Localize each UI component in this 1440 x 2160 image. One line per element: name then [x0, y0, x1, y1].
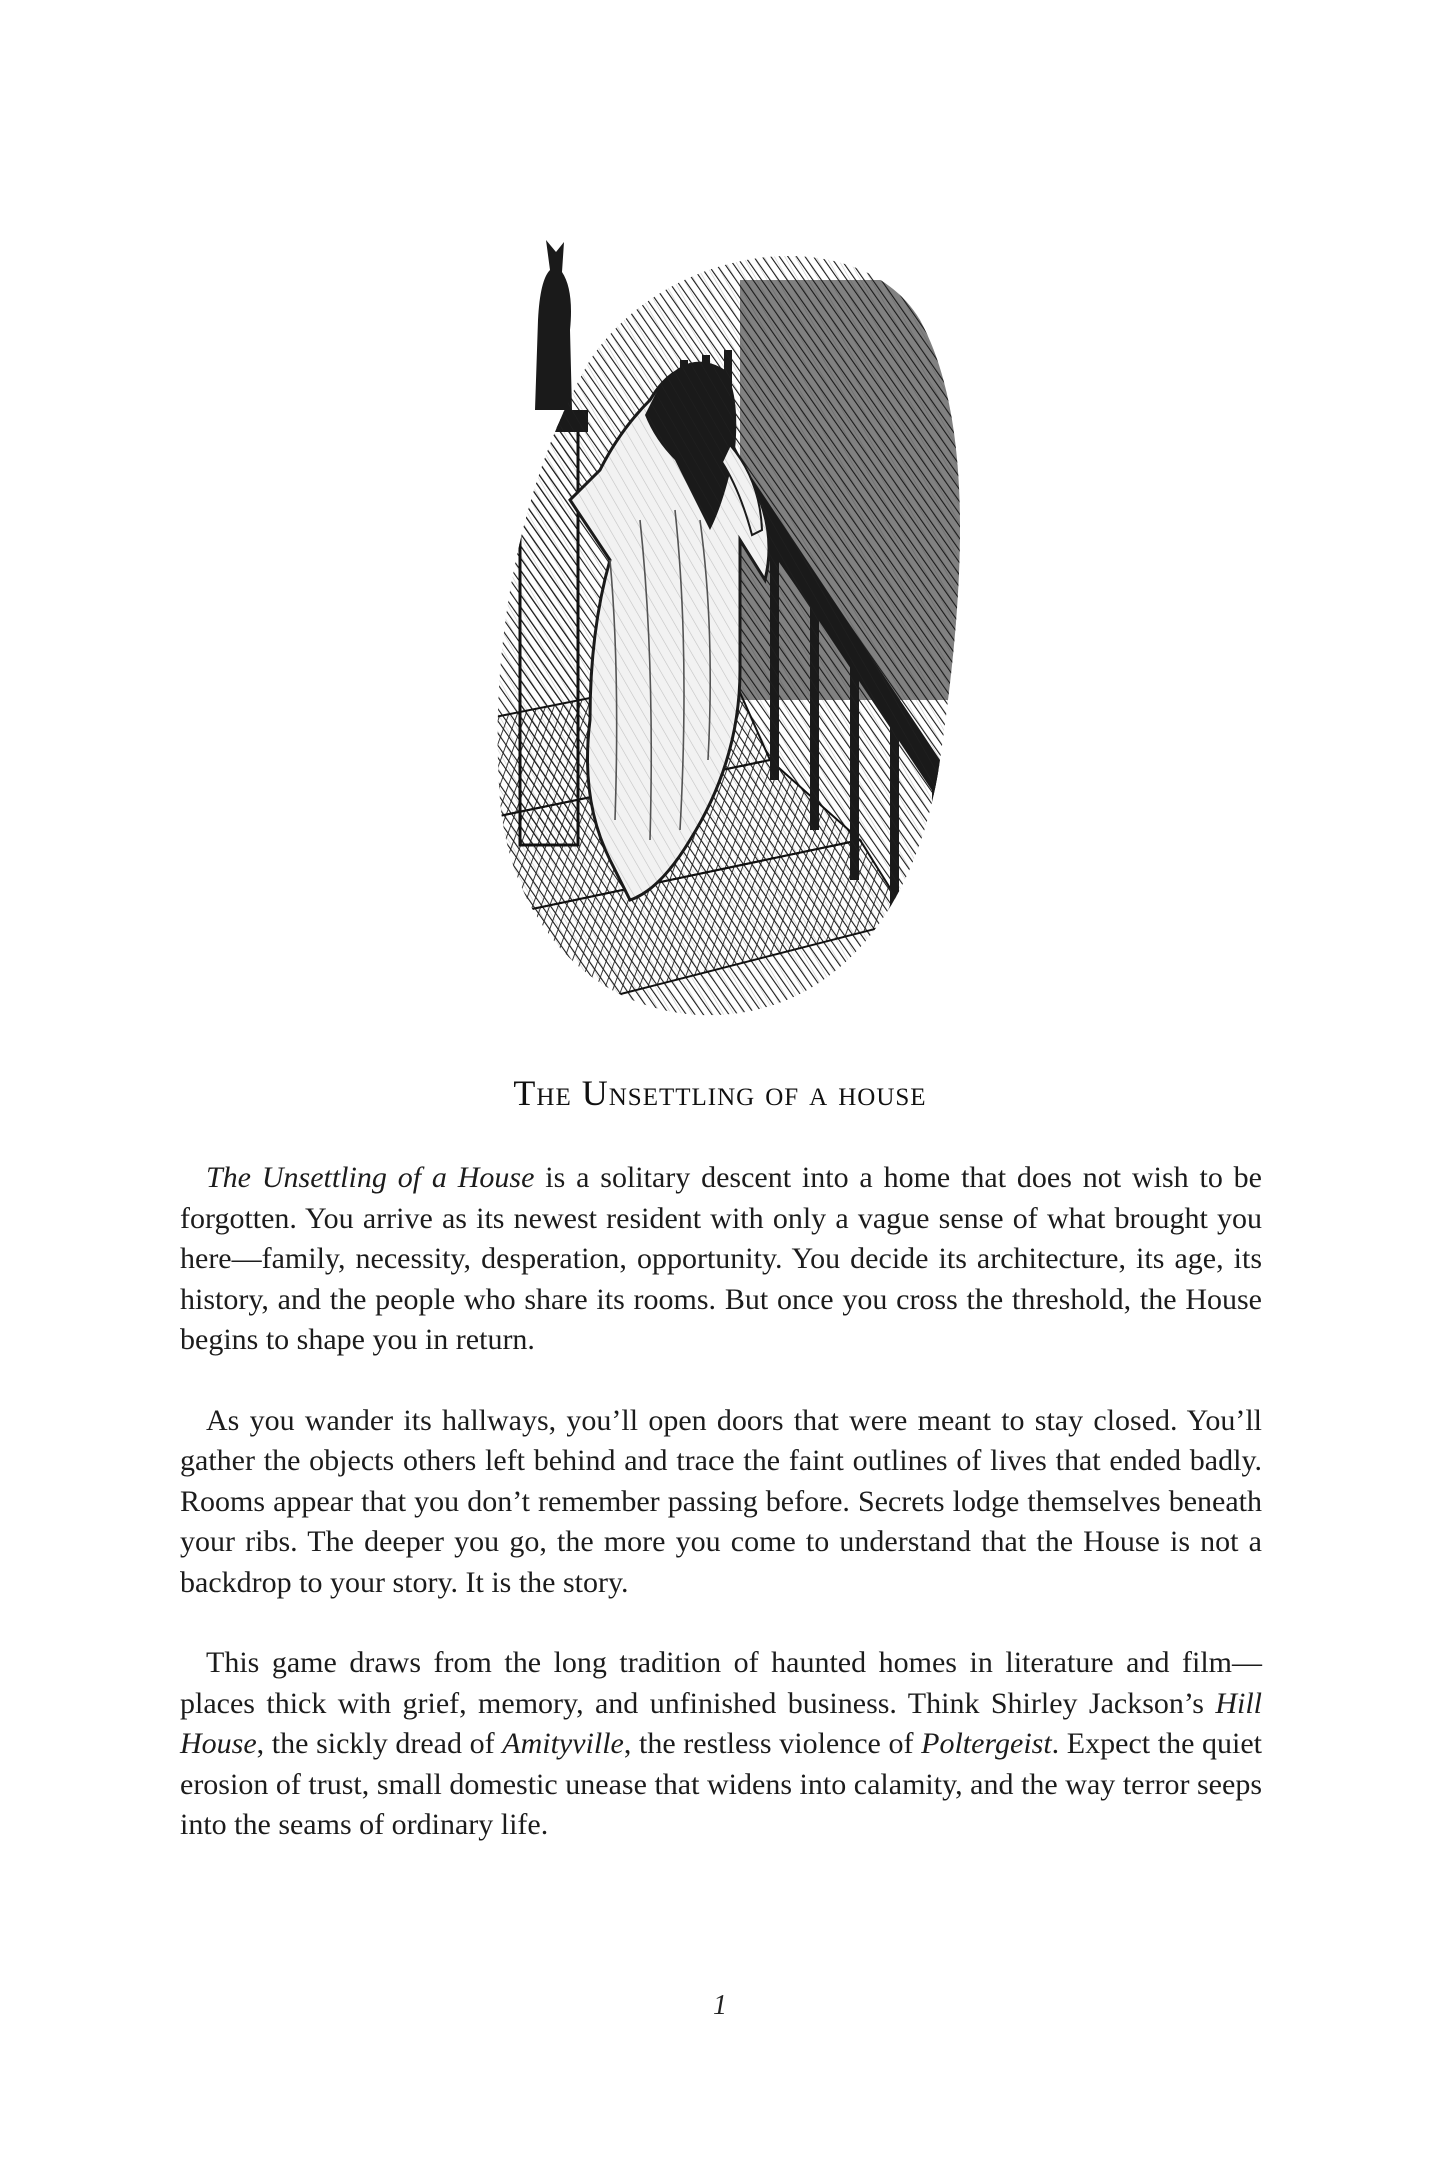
page-number: 1	[713, 1990, 727, 2021]
italic-poltergeist: Poltergeist	[921, 1727, 1052, 1760]
page-title: The Unsettling of a house	[513, 1073, 927, 1113]
paragraph-3-text-c: , the restless violence of	[623, 1727, 922, 1760]
paragraph-1-text: is a solitary descent into a home that does not wish to be forgotten. You arrive as its newest resident with only a vague sense of what brought you here—family, necessity, desperation, opportunity. You decide its architecture, its age, its history, and the people who share its rooms. But once you cross the threshold, the House begins to shape you in return.	[180, 1161, 1262, 1356]
paragraph-3-text-d: . Expect the quiet erosion of trust, small domestic unease that widens into calamity, and the way terror seeps into the seams of ordinary life.	[180, 1727, 1262, 1841]
italic-amityville: Amityville	[502, 1727, 624, 1760]
body-text	[180, 1158, 1262, 1886]
paragraph-2: As you wander its hallways, you’ll open doors that were meant to stay closed. You’ll gather the objects others left behind and trace the faint outlines of lives that ended badly. Rooms appear that you don’t remember passing before. Secrets lodge themselves beneath your ribs. The deeper you go, the more you come to understand that the House is not a backdrop to your story. It is the story.	[180, 1403, 1262, 1599]
italic-hill-house: Hill House	[180, 1686, 1262, 1760]
paragraph-3	[180, 1643, 1262, 1846]
paragraph-3-text-b: , the sickly dread of	[256, 1727, 503, 1760]
paragraph-1	[180, 1158, 1262, 1361]
statue-shape	[535, 240, 572, 410]
staircase-figure-illustration	[440, 200, 1000, 1030]
italic-game-title: The Unsettling of a House	[206, 1161, 535, 1194]
paragraph-3-text-a: This game draws from the long tradition of haunted homes in literature and film—places thick with grief, memory, and unfinished business. Think Shirley Jackson’s	[180, 1646, 1262, 1720]
